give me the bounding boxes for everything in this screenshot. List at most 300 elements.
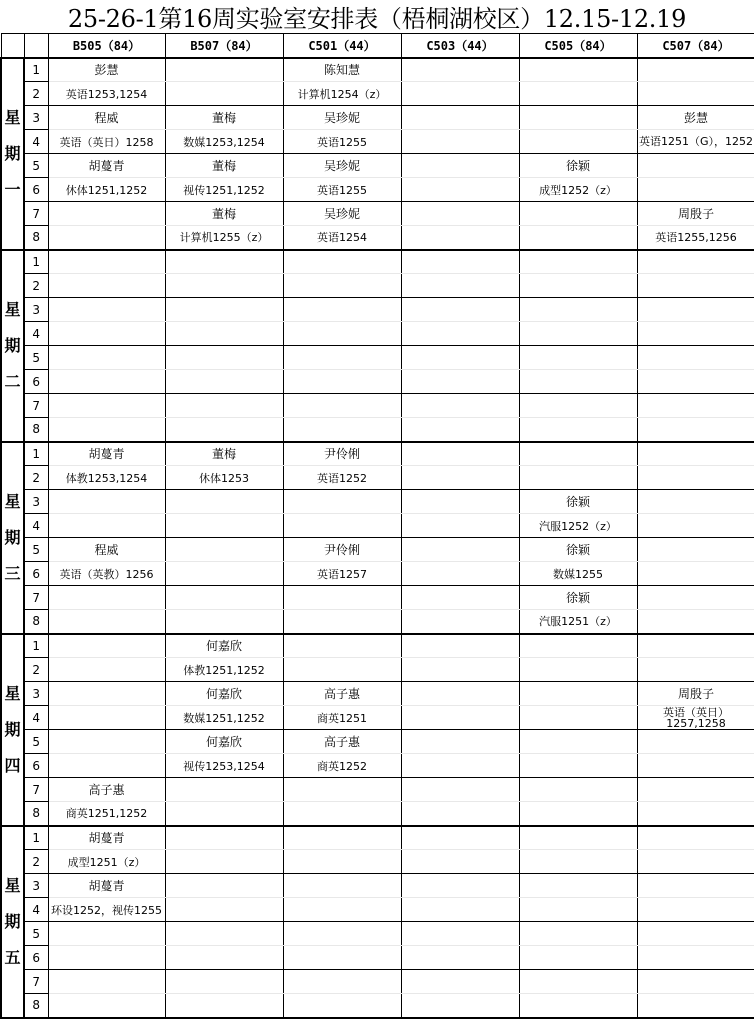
teacher-cell: 董梅 xyxy=(165,442,283,466)
teacher-cell xyxy=(401,970,519,994)
class-cell xyxy=(637,130,754,154)
class-cell: 数媒1251,1252 xyxy=(165,706,283,730)
teacher-cell: 周殷子 xyxy=(637,202,754,226)
class-cell xyxy=(401,274,519,298)
class-cell: 休体1253 xyxy=(165,466,283,490)
class-cell xyxy=(283,610,401,634)
class-cell xyxy=(401,130,519,154)
teacher-cell: 徐颖 xyxy=(519,490,637,514)
day-label-char: 一 xyxy=(2,172,23,208)
teacher-cell xyxy=(519,250,637,274)
teacher-cell: 胡蔓青 xyxy=(48,154,165,178)
class-cell xyxy=(165,82,283,106)
class-cell xyxy=(165,946,283,970)
table-row xyxy=(1,562,754,586)
teacher-cell xyxy=(48,250,165,274)
class-cell xyxy=(401,946,519,970)
class-cell xyxy=(519,466,637,490)
class-cell xyxy=(48,706,165,730)
class-cell: 数媒1255 xyxy=(519,562,637,586)
class-cell: 视传1253,1254 xyxy=(165,754,283,778)
class-cell xyxy=(48,946,165,970)
teacher-cell: 尹伶俐 xyxy=(283,538,401,562)
table-row xyxy=(1,58,754,82)
teacher-cell xyxy=(519,778,637,802)
class-cell xyxy=(637,898,754,922)
class-cell: 视传1251,1252 xyxy=(165,178,283,202)
teacher-cell: 吴珍妮 xyxy=(283,202,401,226)
period-number: 5 xyxy=(24,922,48,946)
class-cell xyxy=(637,610,754,634)
teacher-cell xyxy=(401,394,519,418)
teacher-cell: 陈知慧 xyxy=(283,58,401,82)
class-cell xyxy=(401,802,519,826)
class-cell xyxy=(48,274,165,298)
class-cell xyxy=(519,802,637,826)
teacher-cell xyxy=(519,922,637,946)
day-label-char: 期 xyxy=(2,520,23,556)
teacher-cell xyxy=(283,394,401,418)
teacher-cell xyxy=(401,730,519,754)
day-label-char: 星 xyxy=(2,484,23,520)
teacher-cell: 董梅 xyxy=(165,202,283,226)
class-cell: 休体1251,1252 xyxy=(48,178,165,202)
class-cell xyxy=(519,946,637,970)
table-row xyxy=(1,658,754,682)
class-cell xyxy=(165,802,283,826)
table-row xyxy=(1,610,754,634)
room-header: B507（84） xyxy=(165,34,283,58)
teacher-cell xyxy=(401,826,519,850)
period-number: 5 xyxy=(24,538,48,562)
class-cell xyxy=(283,274,401,298)
room-header: C503（44） xyxy=(401,34,519,58)
class-cell: 英语（英日）1258 xyxy=(48,130,165,154)
teacher-cell xyxy=(283,826,401,850)
period-number: 4 xyxy=(24,130,48,154)
period-number: 1 xyxy=(24,250,48,274)
table-row xyxy=(1,82,754,106)
teacher-cell xyxy=(401,538,519,562)
class-cell xyxy=(401,178,519,202)
class-cell xyxy=(283,994,401,1018)
day-label-char: 期 xyxy=(2,904,23,940)
period-number: 2 xyxy=(24,82,48,106)
teacher-cell xyxy=(48,298,165,322)
teacher-cell: 何嘉欣 xyxy=(165,634,283,658)
teacher-cell xyxy=(637,394,754,418)
class-cell xyxy=(165,610,283,634)
teacher-cell xyxy=(519,346,637,370)
teacher-cell xyxy=(48,922,165,946)
class-cell xyxy=(519,370,637,394)
class-cell xyxy=(401,82,519,106)
teacher-cell xyxy=(519,970,637,994)
class-cell xyxy=(637,322,754,346)
class-cell: 计算机1255（z） xyxy=(165,226,283,250)
class-cell xyxy=(165,850,283,874)
class-cell xyxy=(637,994,754,1018)
teacher-cell xyxy=(283,922,401,946)
teacher-cell xyxy=(637,346,754,370)
class-cell xyxy=(519,418,637,442)
teacher-cell xyxy=(48,586,165,610)
class-cell xyxy=(401,466,519,490)
page-title: 25-26-1第16周实验室安排表（梧桐湖校区）12.15-12.19 xyxy=(0,0,754,34)
teacher-cell xyxy=(165,586,283,610)
teacher-cell xyxy=(519,634,637,658)
teacher-cell xyxy=(283,634,401,658)
teacher-cell xyxy=(165,490,283,514)
teacher-cell: 何嘉欣 xyxy=(165,682,283,706)
table-row xyxy=(1,322,754,346)
period-number: 1 xyxy=(24,58,48,82)
table-row xyxy=(1,634,754,658)
teacher-cell: 徐颖 xyxy=(519,538,637,562)
period-number: 5 xyxy=(24,154,48,178)
teacher-cell xyxy=(637,154,754,178)
class-cell: 英语1252 xyxy=(283,466,401,490)
teacher-cell xyxy=(519,442,637,466)
class-cell: 英语（英教）1256 xyxy=(48,562,165,586)
day-label-char: 星 xyxy=(2,292,23,328)
table-row xyxy=(1,826,754,850)
class-cell xyxy=(165,322,283,346)
table-row xyxy=(1,370,754,394)
teacher-cell xyxy=(637,730,754,754)
class-cell: 英语1253,1254 xyxy=(48,82,165,106)
table-row xyxy=(1,898,754,922)
class-cell xyxy=(48,754,165,778)
day-label xyxy=(1,634,24,826)
table-row xyxy=(1,466,754,490)
class-cell xyxy=(401,898,519,922)
period-number: 3 xyxy=(24,298,48,322)
class-cell xyxy=(637,370,754,394)
period-number: 3 xyxy=(24,874,48,898)
period-number: 6 xyxy=(24,562,48,586)
period-number: 4 xyxy=(24,898,48,922)
class-cell xyxy=(283,322,401,346)
table-row xyxy=(1,394,754,418)
class-cell xyxy=(283,370,401,394)
class-cell xyxy=(165,274,283,298)
teacher-cell xyxy=(165,922,283,946)
table-row xyxy=(1,154,754,178)
teacher-cell xyxy=(519,874,637,898)
teacher-cell xyxy=(48,634,165,658)
class-cell xyxy=(519,322,637,346)
table-row xyxy=(1,226,754,250)
table-row xyxy=(1,970,754,994)
period-number: 3 xyxy=(24,106,48,130)
class-cell: 英语1254 xyxy=(283,226,401,250)
table-row xyxy=(1,514,754,538)
class-cell xyxy=(401,418,519,442)
class-cell xyxy=(519,274,637,298)
teacher-cell xyxy=(165,58,283,82)
period-number: 1 xyxy=(24,826,48,850)
teacher-cell xyxy=(165,778,283,802)
teacher-cell xyxy=(637,490,754,514)
teacher-cell xyxy=(519,394,637,418)
period-number: 3 xyxy=(24,490,48,514)
teacher-cell xyxy=(48,730,165,754)
teacher-cell xyxy=(401,874,519,898)
table-row xyxy=(1,754,754,778)
class-cell: 英语1255 xyxy=(283,130,401,154)
class-cell: 汽服1251（z） xyxy=(519,610,637,634)
teacher-cell: 程威 xyxy=(48,538,165,562)
class-cell xyxy=(401,514,519,538)
class-cell xyxy=(48,418,165,442)
period-number: 7 xyxy=(24,394,48,418)
table-row xyxy=(1,298,754,322)
period-number: 8 xyxy=(24,802,48,826)
teacher-cell xyxy=(637,298,754,322)
period-number: 7 xyxy=(24,970,48,994)
table-row xyxy=(1,874,754,898)
period-number: 3 xyxy=(24,682,48,706)
table-row xyxy=(1,802,754,826)
teacher-cell xyxy=(283,778,401,802)
teacher-cell: 高子惠 xyxy=(283,682,401,706)
class-cell: 体教1253,1254 xyxy=(48,466,165,490)
teacher-cell xyxy=(401,682,519,706)
teacher-cell xyxy=(519,682,637,706)
period-number: 6 xyxy=(24,754,48,778)
class-cell xyxy=(283,658,401,682)
class-cell xyxy=(519,706,637,730)
class-cell: 汽服1252（z） xyxy=(519,514,637,538)
class-cell xyxy=(48,370,165,394)
period-number: 4 xyxy=(24,706,48,730)
day-label-char: 二 xyxy=(2,364,23,400)
class-cell xyxy=(519,850,637,874)
class-cell xyxy=(519,82,637,106)
header-row xyxy=(1,34,754,58)
teacher-cell xyxy=(401,490,519,514)
class-cell xyxy=(519,898,637,922)
teacher-cell: 胡蔓青 xyxy=(48,442,165,466)
class-cell: 商英1251 xyxy=(283,706,401,730)
class-cell xyxy=(283,802,401,826)
class-cell xyxy=(165,514,283,538)
class-cell xyxy=(48,322,165,346)
teacher-cell xyxy=(48,682,165,706)
class-cell xyxy=(283,418,401,442)
teacher-cell: 高子惠 xyxy=(48,778,165,802)
class-cell xyxy=(401,370,519,394)
teacher-cell xyxy=(519,826,637,850)
class-cell xyxy=(637,946,754,970)
teacher-cell xyxy=(401,442,519,466)
teacher-cell xyxy=(401,586,519,610)
teacher-cell xyxy=(165,538,283,562)
teacher-cell xyxy=(165,826,283,850)
teacher-cell: 徐颖 xyxy=(519,586,637,610)
room-header: C501（44） xyxy=(283,34,401,58)
table-row xyxy=(1,442,754,466)
class-text: 英语（英日）1257,1258 xyxy=(638,707,754,729)
class-cell xyxy=(519,658,637,682)
class-cell xyxy=(637,658,754,682)
period-number: 8 xyxy=(24,226,48,250)
class-cell xyxy=(401,610,519,634)
class-cell xyxy=(637,82,754,106)
teacher-cell xyxy=(637,874,754,898)
class-cell xyxy=(283,514,401,538)
teacher-cell xyxy=(401,634,519,658)
class-cell xyxy=(637,466,754,490)
teacher-cell xyxy=(637,58,754,82)
period-number: 1 xyxy=(24,442,48,466)
day-label xyxy=(1,442,24,634)
class-cell xyxy=(48,610,165,634)
table-row xyxy=(1,946,754,970)
class-cell xyxy=(401,658,519,682)
teacher-cell xyxy=(165,346,283,370)
teacher-cell: 周殷子 xyxy=(637,682,754,706)
teacher-cell xyxy=(401,58,519,82)
corner-cell xyxy=(24,34,48,58)
class-text: 英语1251（G），1252 xyxy=(638,136,754,147)
teacher-cell xyxy=(283,346,401,370)
day-label xyxy=(1,58,24,250)
teacher-cell xyxy=(401,922,519,946)
class-cell: 环设1252，视传1255 xyxy=(48,898,165,922)
table-row xyxy=(1,922,754,946)
day-label-char: 星 xyxy=(2,676,23,712)
teacher-cell xyxy=(637,970,754,994)
teacher-cell xyxy=(48,346,165,370)
period-number: 6 xyxy=(24,946,48,970)
class-cell xyxy=(637,418,754,442)
class-cell: 体教1251,1252 xyxy=(165,658,283,682)
teacher-cell: 董梅 xyxy=(165,154,283,178)
teacher-cell xyxy=(48,394,165,418)
day-label xyxy=(1,250,24,442)
teacher-cell xyxy=(401,106,519,130)
teacher-cell: 董梅 xyxy=(165,106,283,130)
day-label-char: 期 xyxy=(2,328,23,364)
class-cell xyxy=(165,418,283,442)
teacher-cell: 彭慧 xyxy=(637,106,754,130)
table-row xyxy=(1,130,754,154)
period-number: 6 xyxy=(24,178,48,202)
class-cell: 计算机1254（z） xyxy=(283,82,401,106)
room-header: B505（84） xyxy=(48,34,165,58)
class-cell xyxy=(165,898,283,922)
table-row xyxy=(1,178,754,202)
day-label-char: 四 xyxy=(2,748,23,784)
teacher-cell xyxy=(283,298,401,322)
class-cell: 英语1257 xyxy=(283,562,401,586)
period-number: 8 xyxy=(24,418,48,442)
teacher-cell xyxy=(165,298,283,322)
period-number: 7 xyxy=(24,202,48,226)
class-cell: 数媒1253,1254 xyxy=(165,130,283,154)
period-number: 2 xyxy=(24,274,48,298)
class-cell xyxy=(48,226,165,250)
period-number: 6 xyxy=(24,370,48,394)
table-row xyxy=(1,274,754,298)
table-row xyxy=(1,490,754,514)
teacher-cell: 彭慧 xyxy=(48,58,165,82)
class-cell xyxy=(401,754,519,778)
class-cell: 商英1251,1252 xyxy=(48,802,165,826)
teacher-cell xyxy=(283,250,401,274)
table-row xyxy=(1,994,754,1018)
table-row xyxy=(1,346,754,370)
teacher-cell xyxy=(283,970,401,994)
teacher-cell xyxy=(401,346,519,370)
teacher-cell xyxy=(519,106,637,130)
period-number: 2 xyxy=(24,850,48,874)
class-cell xyxy=(165,370,283,394)
table-row xyxy=(1,778,754,802)
class-cell: 成型1252（z） xyxy=(519,178,637,202)
day-label-char: 星 xyxy=(2,100,23,136)
teacher-cell xyxy=(165,394,283,418)
schedule-body xyxy=(1,58,754,1018)
period-number: 4 xyxy=(24,514,48,538)
class-cell xyxy=(637,178,754,202)
teacher-cell: 徐颖 xyxy=(519,154,637,178)
teacher-cell xyxy=(283,874,401,898)
day-label-char: 三 xyxy=(2,556,23,592)
table-row xyxy=(1,682,754,706)
class-cell xyxy=(165,562,283,586)
class-cell xyxy=(283,946,401,970)
day-label-char: 五 xyxy=(2,940,23,976)
teacher-cell xyxy=(401,154,519,178)
class-cell xyxy=(401,994,519,1018)
class-cell: 商英1252 xyxy=(283,754,401,778)
teacher-cell xyxy=(401,202,519,226)
teacher-cell xyxy=(637,538,754,562)
table-row xyxy=(1,706,754,730)
teacher-cell xyxy=(165,250,283,274)
teacher-cell xyxy=(401,250,519,274)
period-number: 7 xyxy=(24,778,48,802)
corner-cell xyxy=(1,34,24,58)
teacher-cell: 尹伶俐 xyxy=(283,442,401,466)
class-cell xyxy=(519,754,637,778)
period-number: 5 xyxy=(24,346,48,370)
teacher-cell: 吴珍妮 xyxy=(283,154,401,178)
teacher-cell xyxy=(48,970,165,994)
teacher-cell xyxy=(637,922,754,946)
teacher-cell xyxy=(637,586,754,610)
class-cell xyxy=(165,994,283,1018)
period-number: 2 xyxy=(24,466,48,490)
class-cell xyxy=(401,322,519,346)
class-cell xyxy=(519,994,637,1018)
table-row xyxy=(1,250,754,274)
class-cell xyxy=(48,658,165,682)
teacher-cell xyxy=(637,826,754,850)
class-cell xyxy=(637,274,754,298)
day-label xyxy=(1,826,24,1018)
teacher-cell xyxy=(637,634,754,658)
teacher-cell xyxy=(519,298,637,322)
period-number: 8 xyxy=(24,994,48,1018)
teacher-cell xyxy=(519,730,637,754)
period-number: 4 xyxy=(24,322,48,346)
period-number: 2 xyxy=(24,658,48,682)
teacher-cell xyxy=(637,778,754,802)
